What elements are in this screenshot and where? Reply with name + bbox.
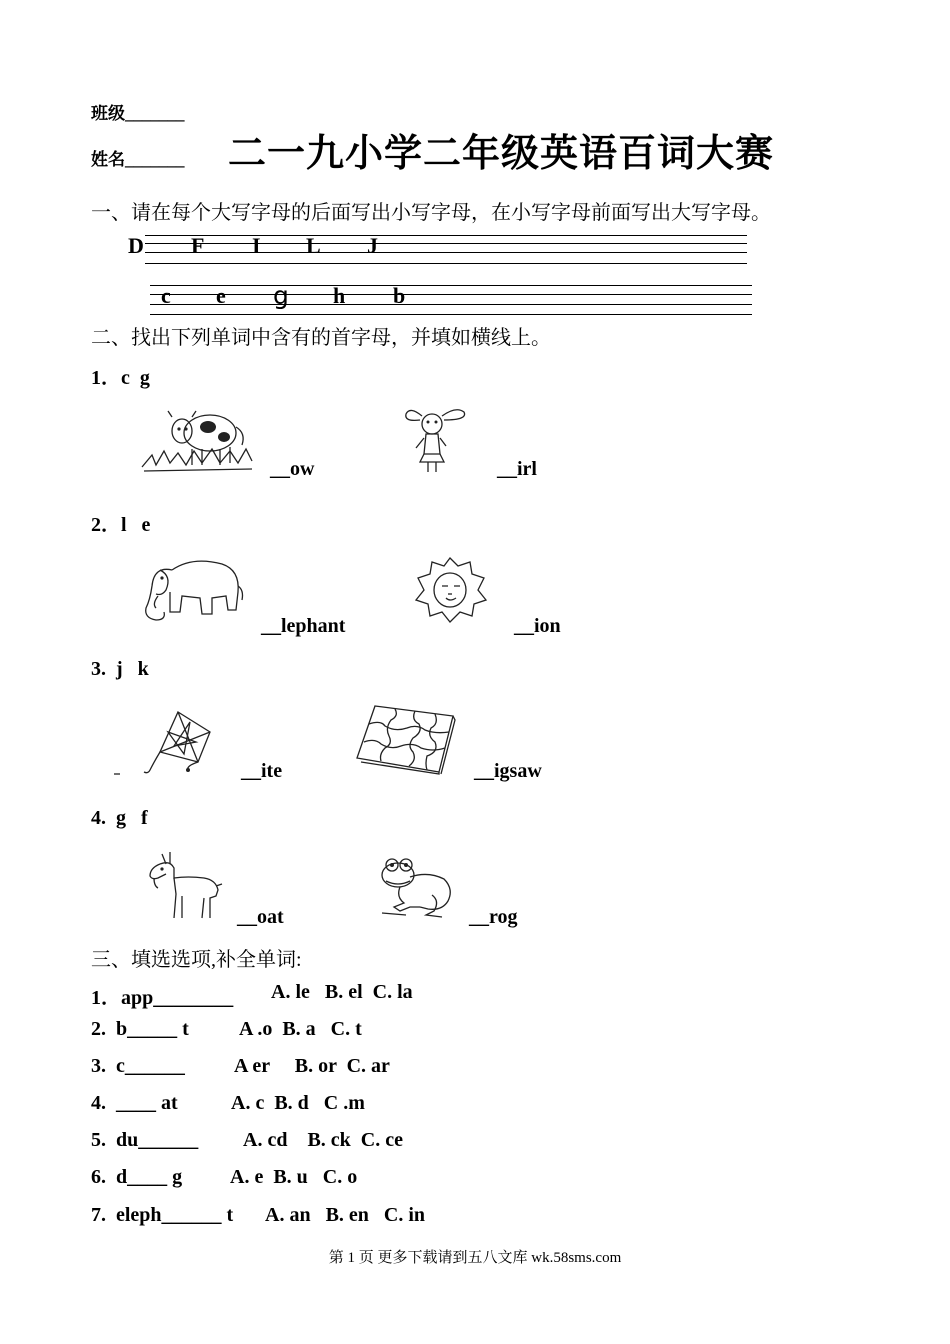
section1-instruction: 一、请在每个大写字母的后面写出小写字母，在小写字母前面写出大写字母。	[91, 202, 771, 224]
question-text[interactable]: 5. du______	[91, 1129, 199, 1151]
uppercase-letter: J	[367, 233, 378, 258]
uppercase-letter: L	[306, 233, 321, 258]
word-blank[interactable]: __igsaw	[474, 760, 542, 782]
word-blank[interactable]: __ite	[241, 760, 283, 782]
question-text[interactable]: 1．app________	[91, 987, 234, 1009]
answer-options: A er B. or C. ar	[234, 1055, 390, 1077]
frog-picture	[376, 855, 456, 921]
group-label: 1．c g	[91, 367, 150, 389]
elephant-picture	[142, 556, 244, 624]
question-text[interactable]: 6. d____ g	[91, 1166, 183, 1188]
question-text[interactable]: 4. ____ at	[91, 1092, 178, 1114]
word-blank[interactable]: __irl	[497, 458, 537, 480]
page-title: 二一九小学二年级英语百词大赛	[228, 133, 775, 175]
answer-options: A. le B. el C. la	[271, 981, 413, 1003]
section2-instruction: 二、找出下列单词中含有的首字母，并填如横线上。	[91, 327, 551, 349]
answer-options: A. an B. en C. in	[265, 1204, 426, 1226]
uppercase-letter: D	[128, 233, 144, 258]
answer-options: A. cd B. ck C. ce	[243, 1129, 403, 1151]
kite-picture	[114, 708, 218, 776]
group-label: 3. j k	[91, 658, 149, 680]
word-blank[interactable]: __rog	[469, 906, 518, 928]
class-label: 班级_______	[91, 104, 185, 123]
word-blank[interactable]: __ion	[514, 615, 561, 637]
answer-options: A. c B. d C .m	[231, 1092, 365, 1114]
word-blank[interactable]: __lephant	[261, 615, 346, 637]
cow-picture	[142, 405, 254, 473]
uppercase-letter: I	[252, 233, 261, 258]
answer-options: A .o B. a C. t	[239, 1018, 362, 1040]
uppercase-letter: F	[191, 233, 205, 258]
name-label: 姓名_______	[91, 150, 185, 169]
question-text[interactable]: 7. eleph______ t	[91, 1204, 234, 1226]
girl-picture	[402, 402, 468, 474]
lowercase-letter: h	[333, 283, 346, 308]
answer-options: A. e B. u C. o	[230, 1166, 358, 1188]
lion-picture	[412, 556, 490, 624]
goat-picture	[144, 850, 224, 920]
section3-instruction: 三、填选选项,补全单词:	[91, 949, 302, 971]
group-label: 2．l e	[91, 514, 151, 536]
question-text[interactable]: 3. c______	[91, 1055, 185, 1077]
lowercase-letter: c	[161, 283, 171, 308]
lowercase-letter: b	[393, 283, 406, 308]
question-text[interactable]: 2. b_____ t	[91, 1018, 189, 1040]
jigsaw-picture	[355, 702, 459, 774]
lowercase-letter: e	[216, 283, 226, 308]
page-footer: 第 1 页 更多下载请到五八文库 wk.58sms.com	[328, 1250, 622, 1266]
group-label: 4. g f	[91, 807, 148, 829]
word-blank[interactable]: __oat	[237, 906, 284, 928]
word-blank[interactable]: __ow	[270, 458, 315, 480]
lowercase-letter: g	[273, 281, 289, 310]
